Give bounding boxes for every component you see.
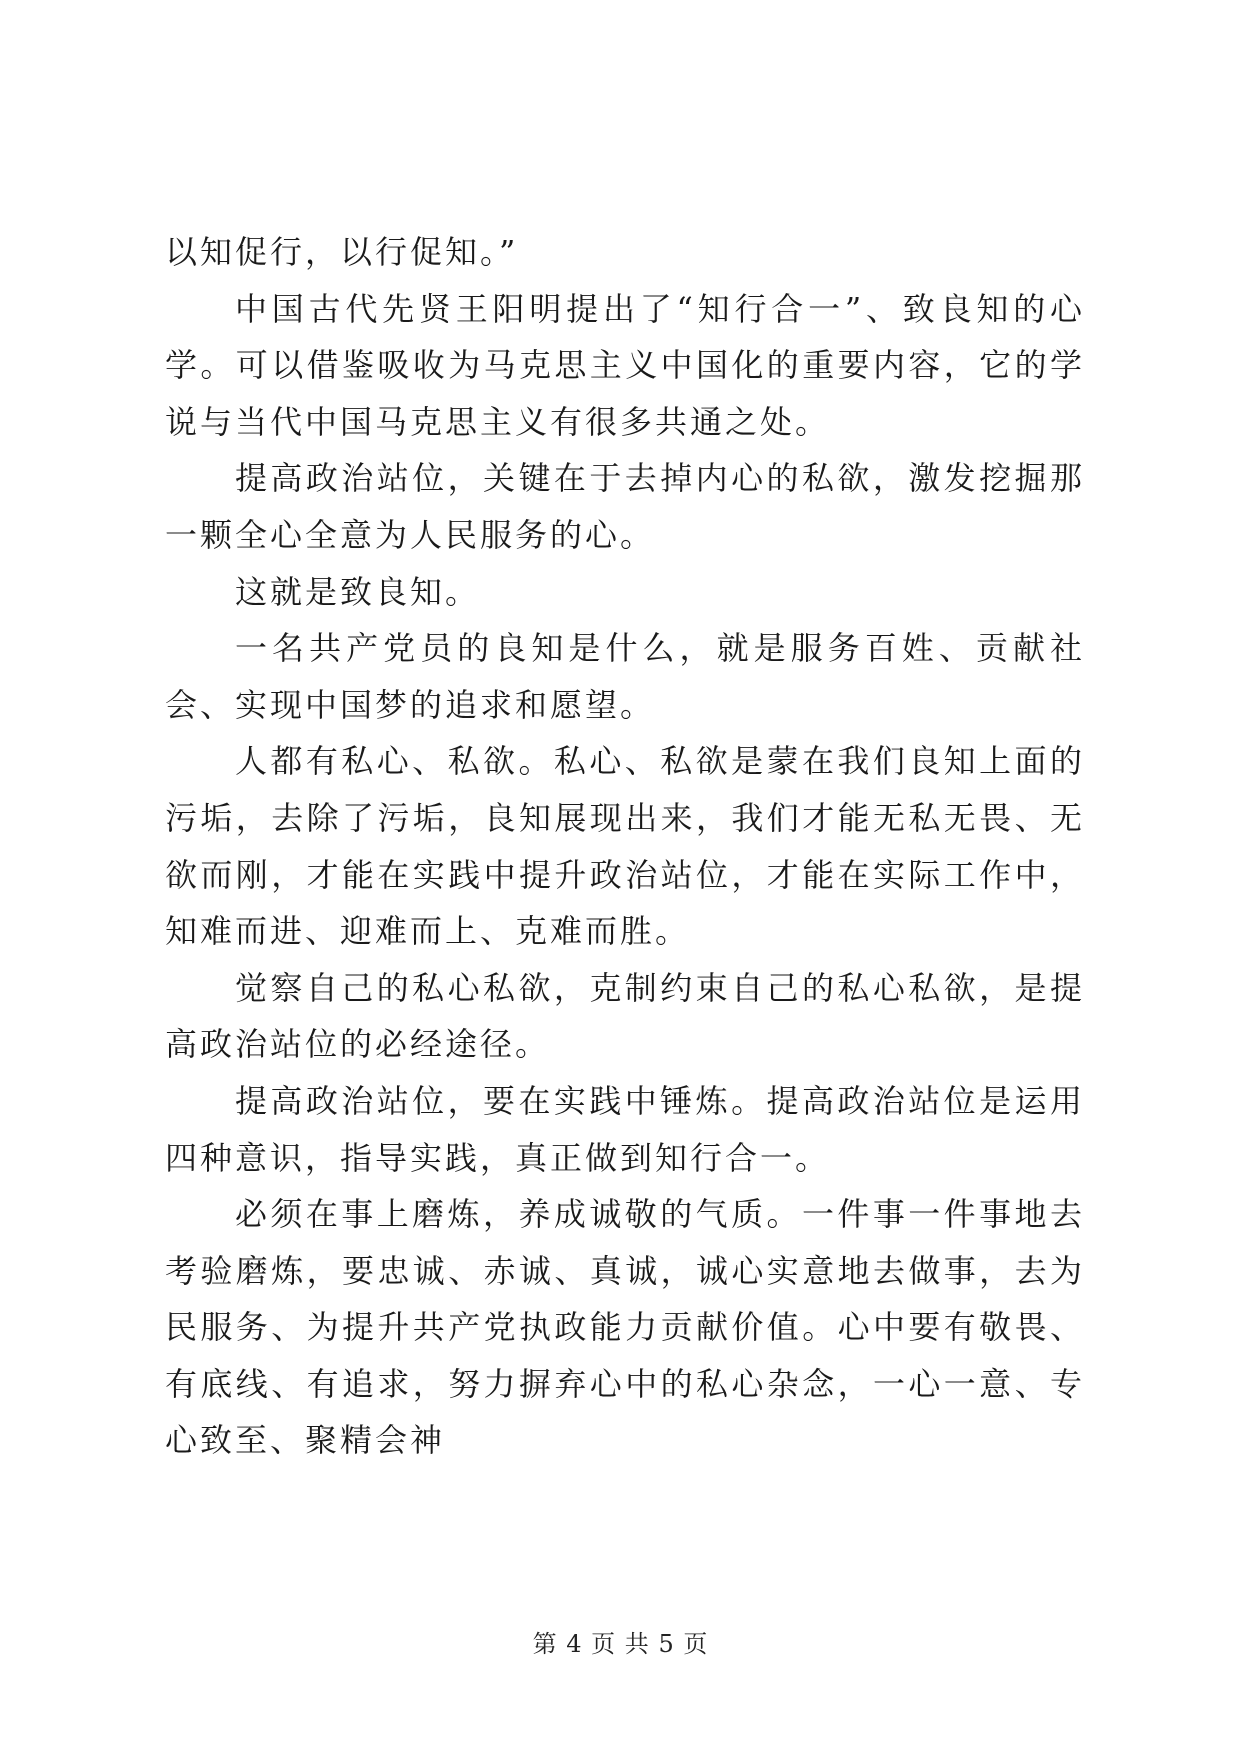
- paragraph-9: 必须在事上磨炼，养成诚敬的气质。一件事一件事地去考验磨炼，要忠诚、赤诚、真诚，诚心实意地去做事，去为民服务、为提升共产党执政能力贡献价值。心中要有敬畏、有底线、有追求，努力摒弃心中的私心杂念，一心一意、专心致至、聚精会神: [165, 1195, 1085, 1460]
- paragraph-2: 中国古代先贤王阳明提出了“知行合一”、致良知的心学。可以借鉴吸收为马克思主义中国化的重要内容，它的学说与当代中国马克思主义有很多共通之处。: [165, 289, 1085, 441]
- paragraph-8: 提高政治站位，要在实践中锤炼。提高政治站位是运用四种意识，指导实践，真正做到知行合一。: [165, 1081, 1085, 1177]
- paragraph-3: 提高政治站位，关键在于去掉内心的私欲，激发挖掘那一颗全心全意为人民服务的心。: [165, 459, 1085, 554]
- paragraph-6: 人都有私心、私欲。私心、私欲是蒙在我们良知上面的污垢，去除了污垢，良知展现出来，我们才能无私无畏、无欲而刚，才能在实践中提升政治站位，才能在实际工作中，知难而进、迎难而上、克难而胜。: [165, 742, 1085, 951]
- paragraph-7: 觉察自己的私心私欲，克制约束自己的私心私欲，是提高政治站位的必经途径。: [165, 968, 1085, 1064]
- paragraph-5: 一名共产党员的良知是什么，就是服务百姓、贡献社会、实现中国梦的追求和愿望。: [165, 629, 1085, 724]
- paragraph-1: 以知促行，以行促知。”: [165, 233, 519, 271]
- document-body: [165, 224, 1085, 1469]
- page-number-footer: 第 4 页 共 5 页: [532, 1630, 709, 1658]
- paragraph-4: 这就是致良知。: [235, 572, 481, 611]
